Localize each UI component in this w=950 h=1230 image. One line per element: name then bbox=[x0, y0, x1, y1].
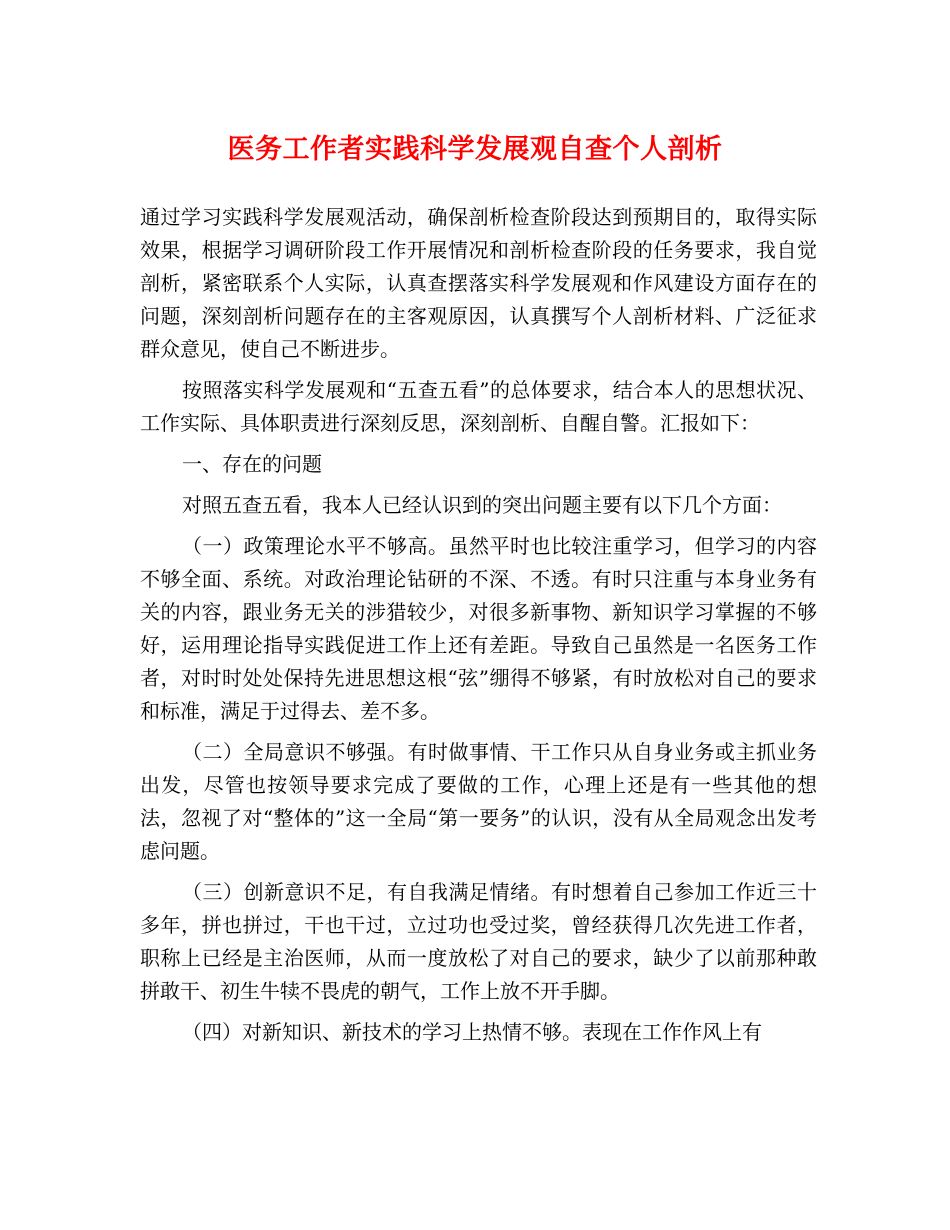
paragraph-intro: 通过学习实践科学发展观活动，确保剖析检查阶段达到预期目的，取得实际效果，根据学习调研阶段工作开展情况和剖析检查阶段的任务要求，我自觉剖析，紧密联系个人实际，认真查摆落实科学发展观和作风建设方面存在的问题，深刻剖析问题存在的主客观原因，认真撰写个人剖析材料、广泛征求群众意见，使自己不断进步。 bbox=[140, 205, 817, 361]
section-heading-problems: 一、存在的问题 bbox=[182, 452, 322, 476]
paragraph-requirements: 按照落实科学发展观和“五查五看”的总体要求，结合本人的思想状况、工作实际、具体职责进行深刻反思，深刻剖析、自醒自警。汇报如下： bbox=[140, 378, 817, 435]
paragraph-problem-2: （二）全局意识不够强。有时做事情、干工作只从自身业务或主抓业务出发，尽管也按领导要求完成了要做的工作，心理上还是有一些其他的想法，忽视了对“整体的”这一全局“第一要务”的认识，没有从全局观念出发考虑问题。 bbox=[140, 740, 817, 863]
paragraph-problem-4: （四）对新知识、新技术的学习上热情不够。表现在工作作风上有 bbox=[182, 1020, 762, 1044]
document-title: 医务工作者实践科学发展观自查个人剖析 bbox=[227, 134, 723, 165]
paragraph-problem-1: （一）政策理论水平不够高。虽然平时也比较注重学习，但学习的内容不够全面、系统。对政治理论钻研的不深、不透。有时只注重与本身业务有关的内容，跟业务无关的涉猎较少，对很多新事物、新知识学习掌握的不够好，运用理论指导实践促进工作上还有差距。导致自己虽然是一名医务工作者，对时时处处保持先进思想这根“弦”绷得不够紧，有时放松对自己的要求和标准，满足于过得去、差不多。 bbox=[140, 534, 817, 723]
paragraph-problems-intro: 对照五查五看，我本人已经认识到的突出问题主要有以下几个方面： bbox=[182, 493, 782, 517]
document-body bbox=[140, 201, 817, 1057]
paragraph-problem-3: （三）创新意识不足，有自我满足情绪。有时想着自己参加工作近三十多年，拼也拼过，干也干过，立过功也受过奖，曾经获得几次先进工作者，职称上已经是主治医师，从而一度放松了对自己的要求，缺少了以前那种敢拼敢干、初生牛犊不畏虎的朝气，工作上放不开手脚。 bbox=[140, 880, 817, 1003]
